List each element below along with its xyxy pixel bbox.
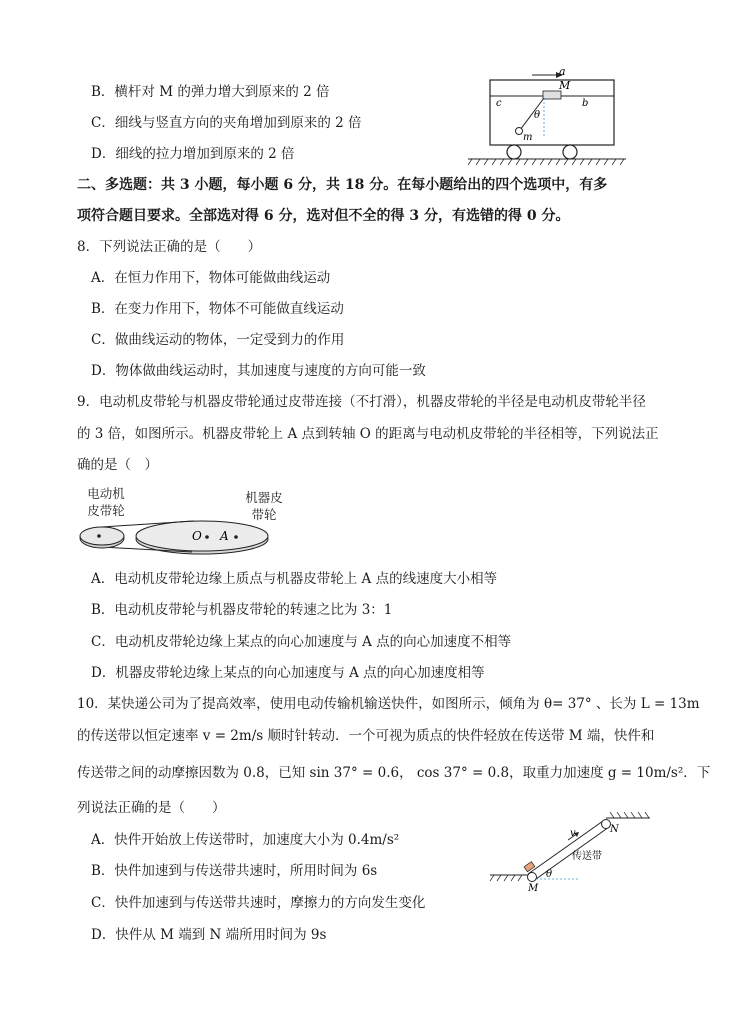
- q8-option-d: D．物体做曲线运动时，其加速度与速度的方向可能一致: [91, 363, 426, 379]
- q9-stem-1: 9．电动机皮带轮与机器皮带轮通过皮带连接（不打滑），机器皮带轮的半径是电动机皮带轮半径: [77, 394, 646, 410]
- q10-stem-2: 的传送带以恒定速率 v = 2m/s 顺时针转动．一个可视为质点的快件轻放在传送带 M 端，快件和: [77, 728, 655, 744]
- q9-fig-label-A: A: [220, 529, 229, 543]
- q9-option-c: C．电动机皮带轮边缘上某点的向心加速度与 A 点的向心加速度不相等: [91, 634, 512, 650]
- cart-label-M: M: [559, 79, 571, 92]
- q10-fig-label-v: v: [570, 828, 576, 839]
- q9-stem-3: 确的是（ ）: [77, 457, 158, 473]
- q10-fig-label-M: M: [528, 883, 539, 894]
- conveyor-figure: [488, 812, 658, 894]
- q9-option-b: B．电动机皮带轮与机器皮带轮的转速之比为 3：1: [91, 602, 393, 618]
- q10-stem-1: 10．某快递公司为了提高效率，使用电动传输机输送快件，如图所示，倾角为 θ= 37° 、长为 L = 13m: [77, 696, 700, 712]
- q10-stem-3: 传送带之间的动摩擦因数为 0.8，已知 sin 37° = 0.6， cos 37° = 0.8，取重力加速度 g = 10m/s²．下: [77, 765, 711, 781]
- q10-fig-label-theta: θ: [546, 869, 553, 880]
- cart-label-a: a: [559, 66, 566, 78]
- q8-stem: 8．下列说法正确的是（ ）: [77, 239, 262, 255]
- q9-fig-label-O: O: [192, 529, 202, 543]
- section2-header-line1: 二、多选题：共 3 小题，每小题 6 分，共 18 分。在每小题给出的四个选项中，有多: [77, 177, 608, 193]
- q9-fig-motor-label-1: 电动机: [87, 486, 125, 501]
- q9-fig-motor-label-2: 皮带轮: [87, 503, 125, 518]
- q10-fig-label-belt: 传送带: [572, 851, 602, 862]
- section2-header-line2: 项符合题目要求。全部选对得 6 分，选对但不全的得 3 分，有选错的得 0 分。: [77, 208, 570, 224]
- q9-option-d: D．机器皮带轮边缘上某点的向心加速度与 A 点的向心加速度相等: [91, 665, 485, 681]
- q7-option-b: B．横杆对 M 的弹力增大到原来的 2 倍: [91, 84, 330, 100]
- q8-option-a: A．在恒力作用下，物体可能做曲线运动: [91, 270, 331, 286]
- q7-option-c: C．细线与竖直方向的夹角增加到原来的 2 倍: [91, 115, 362, 131]
- q8-option-c: C．做曲线运动的物体，一定受到力的作用: [91, 332, 345, 348]
- q9-option-a: A．电动机皮带轮边缘上质点与机器皮带轮上 A 点的线速度大小相等: [91, 571, 498, 587]
- q9-fig-machine-label-1: 机器皮: [245, 490, 283, 505]
- cart-label-b: b: [582, 98, 589, 109]
- q10-option-d: D．快件从 M 端到 N 端所用时间为 9s: [91, 927, 327, 943]
- q10-stem-4: 列说法正确的是（ ）: [77, 800, 226, 816]
- cart-figure: [464, 66, 634, 170]
- cart-label-theta: θ: [534, 110, 541, 121]
- q8-option-b: B．在变力作用下，物体不可能做直线运动: [91, 301, 344, 317]
- q9-fig-machine-label-2: 带轮: [251, 507, 277, 522]
- cart-label-c: c: [496, 98, 502, 109]
- q10-option-c: C．快件加速到与传送带共速时，摩擦力的方向发生变化: [91, 895, 426, 911]
- q9-stem-2: 的 3 倍，如图所示。机器皮带轮上 A 点到转轴 O 的距离与电动机皮带轮的半径相等，下列说法正: [77, 426, 659, 442]
- q7-option-d: D．细线的拉力增加到原来的 2 倍: [91, 146, 295, 162]
- cart-label-m: m: [523, 132, 533, 143]
- belt-pulley-figure: [74, 516, 274, 558]
- q10-fig-label-N: N: [610, 824, 619, 835]
- q10-option-b: B．快件加速到与传送带共速时，所用时间为 6s: [91, 863, 378, 879]
- q10-option-a: A．快件开始放上传送带时，加速度大小为 0.4m/s²: [91, 832, 400, 848]
